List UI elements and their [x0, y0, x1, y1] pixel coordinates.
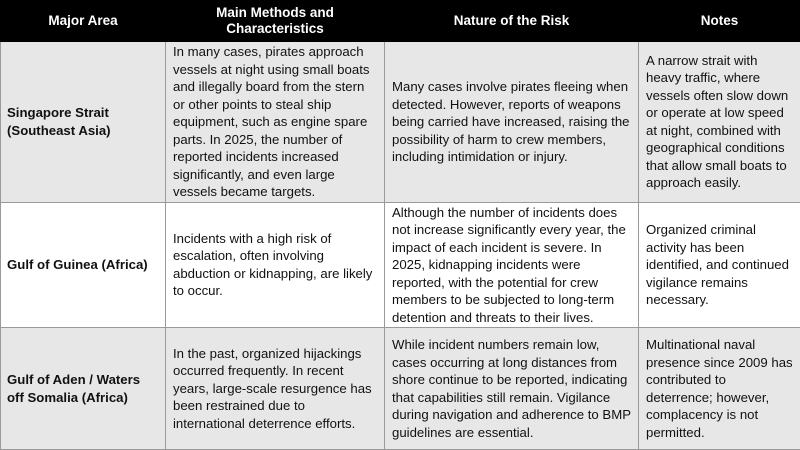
cell-nature-of-risk: Many cases involve pirates fleeing when detected. However, reports of weapons being carried have increased, raising the possibility of harm to crew members, including intimidation or injury. — [385, 42, 639, 203]
cell-major-area: Gulf of Guinea (Africa) — [1, 202, 166, 328]
table-row — [1, 328, 800, 450]
cell-notes: Organized criminal activity has been identified, and continued vigilance remains necessary. — [639, 202, 800, 328]
table-header — [1, 1, 800, 42]
header-major-area: Major Area — [1, 1, 166, 42]
header-row — [1, 1, 800, 42]
cell-main-methods: In the past, organized hijackings occurred frequently. In recent years, large-scale resurgence has been restrained due to international deterrence efforts. — [166, 328, 385, 450]
cell-notes: A narrow strait with heavy traffic, where vessels often slow down or operate at low speed at night, combined with geographical conditions that allow small boats to approach easily. — [639, 42, 800, 203]
cell-major-area: Singapore Strait (Southeast Asia) — [1, 42, 166, 203]
cell-main-methods: In many cases, pirates approach vessels at night using small boats and illegally board from the stern or other points to steal ship equipment, such as engine spare parts. In 2025, the number of reported incidents increased significantly, and even large vessels became targets. — [166, 42, 385, 203]
cell-main-methods: Incidents with a high risk of escalation, often involving abduction or kidnapping, are likely to occur. — [166, 202, 385, 328]
cell-major-area: Gulf of Aden / Waters off Somalia (Africa) — [1, 328, 166, 450]
table-body — [1, 42, 800, 450]
cell-nature-of-risk: Although the number of incidents does not increase significantly every year, the impact of each incident is severe. In 2025, kidnapping incidents were reported, with the potential for crew members to be subjected to long-term detention and threats to their lives. — [385, 202, 639, 328]
cell-notes: Multinational naval presence since 2009 has contributed to deterrence; however, complacency is not permitted. — [639, 328, 800, 450]
cell-nature-of-risk: While incident numbers remain low, cases occurring at long distances from shore continue to be reported, indicating that capabilities still remain. Vigilance during navigation and adherence to BMP guidelines are essential. — [385, 328, 639, 450]
table-row — [1, 42, 800, 203]
header-notes: Notes — [639, 1, 800, 42]
table-row — [1, 202, 800, 328]
header-nature-of-risk: Nature of the Risk — [385, 1, 639, 42]
header-main-methods: Main Methods and Characteristics — [166, 1, 385, 42]
